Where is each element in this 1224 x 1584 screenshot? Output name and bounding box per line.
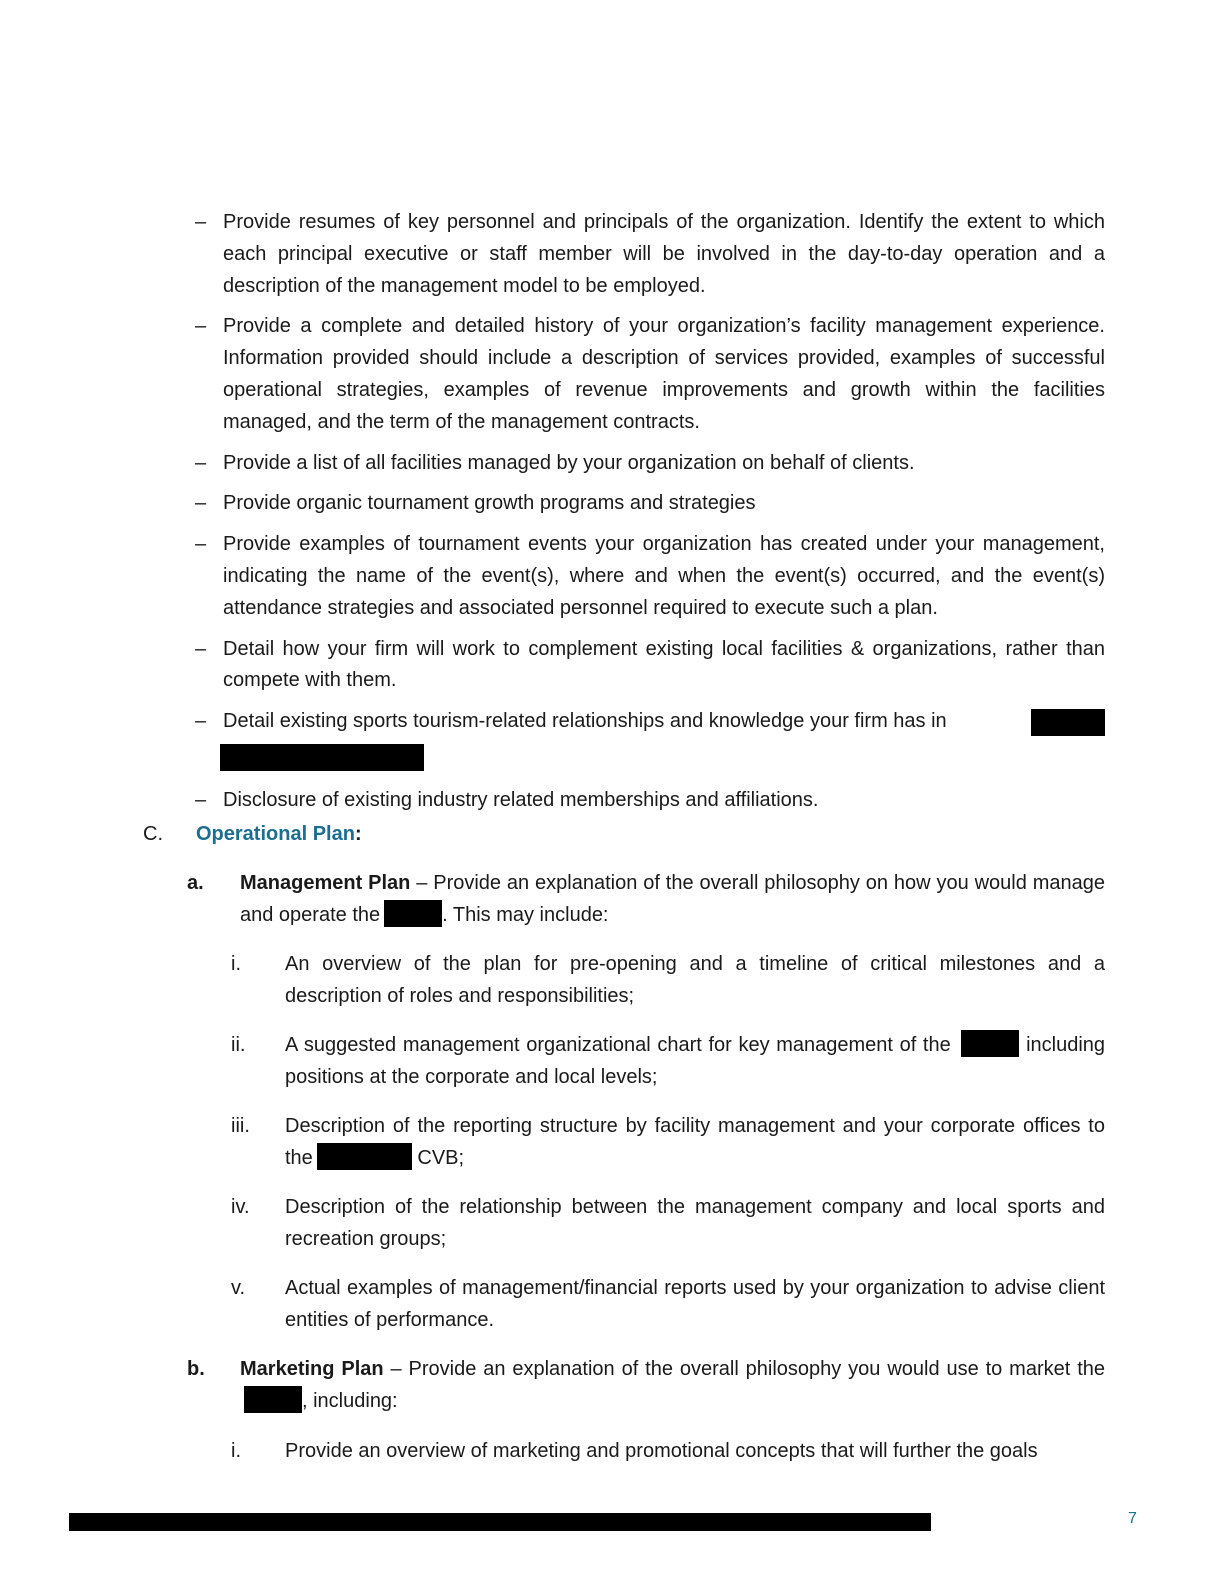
subsection-management-plan — [187, 868, 1105, 932]
dash-bullet: – — [195, 315, 207, 338]
list-item-text: including positions at the corporate and local levels; — [285, 1034, 1106, 1088]
list-item-text: Provide a complete and detailed history of your organization’s facility management experience. Information provided should include a description of services provided, examples of successful operational strategies, examples of revenue improvements and growth within the facilities managed, and the term of the management contracts. — [223, 315, 1105, 433]
list-item-text: Description of the reporting structure by facility management and your corporate offices to the — [285, 1115, 1105, 1169]
dash-bullet: – — [195, 533, 207, 556]
redaction-block — [1031, 709, 1105, 736]
list-item — [231, 1030, 1105, 1094]
subsection-marketing-plan — [187, 1354, 1105, 1418]
subsection-heading: Marketing Plan — [240, 1358, 384, 1380]
list-item — [231, 1192, 1105, 1256]
list-marker: v. — [231, 1277, 246, 1299]
list-item-text: A suggested management organizational chart for key management of the — [285, 1034, 951, 1056]
list-item-text: Description of the relationship between the management company and local sports and recreation groups; — [285, 1196, 1105, 1250]
dash-bullet: – — [195, 211, 207, 233]
redaction-block — [220, 744, 424, 771]
list-item — [195, 448, 1105, 480]
section-letter: C. — [143, 823, 163, 845]
redaction-block — [244, 1386, 302, 1413]
list-item-text: Disclosure of existing industry related memberships and affiliations. — [223, 788, 819, 811]
list-marker: ii. — [231, 1034, 246, 1056]
list-item-body — [285, 1111, 1105, 1175]
subsection-text: – Provide an explanation of the overall philosophy you would use to market the — [383, 1358, 1106, 1380]
redaction-block — [961, 1030, 1019, 1057]
subsection-marker: a. — [187, 872, 204, 894]
list-item — [195, 207, 1105, 302]
list-item — [195, 311, 1105, 438]
list-item-text: Actual examples of management/financial reports used by your organization to advise client entities of performance. — [285, 1277, 1105, 1331]
subsection-body — [240, 1354, 1105, 1418]
section-title: Operational Plan — [196, 823, 355, 845]
list-marker: i. — [231, 1440, 241, 1462]
list-item-text: Provide examples of tournament events your organization has created under your management, indicating the name of the event(s), where and when the event(s) occurred, and the event(s) attendance strategies and associated personnel required to execute such a plan. — [223, 533, 1105, 619]
subsection-marker: b. — [187, 1358, 205, 1380]
list-item-text: CVB; — [411, 1146, 465, 1169]
list-item — [195, 634, 1105, 698]
list-item-text: Provide resumes of key personnel and principals of the organization. Identify the extent to which each principal executive or staff member will be involved in the day-to-day operation and a description of the management model to be employed. — [223, 211, 1105, 297]
list-item — [195, 706, 1105, 776]
dash-bullet: – — [195, 788, 207, 811]
subsection-text: – Provide an explanation of the overall philosophy on how you would manage and operate the — [240, 872, 1105, 926]
section-heading — [143, 818, 362, 850]
subsection-text: , including: — [302, 1389, 398, 1412]
subsection-body — [240, 868, 1105, 932]
dash-bullet: – — [195, 710, 207, 733]
list-marker: i. — [231, 953, 241, 975]
list-marker: iv. — [231, 1196, 250, 1218]
list-item-text: Detail how your firm will work to complement existing local facilities & organizations, rather than compete with them. — [223, 637, 1105, 692]
list-item-text: Detail existing sports tourism-related relationships and knowledge your firm has in — [223, 710, 947, 733]
subsection-text: . This may include: — [442, 903, 609, 926]
dash-bullet: – — [195, 451, 207, 474]
list-item-body — [285, 1030, 1105, 1094]
requirements-list — [195, 207, 1105, 826]
list-item-text: Provide an overview of marketing and promotional concepts that will further the goals — [285, 1440, 1038, 1462]
dash-bullet: – — [195, 637, 207, 660]
list-item — [195, 785, 1105, 817]
page-number: 7 — [1128, 1510, 1137, 1527]
subsection-heading: Management Plan — [240, 872, 411, 894]
list-item — [231, 1436, 1105, 1468]
list-item — [195, 488, 1105, 520]
list-item-text: Provide a list of all facilities managed by your organization on behalf of clients. — [223, 451, 915, 474]
list-item — [195, 529, 1105, 624]
list-item-text: An overview of the plan for pre-opening and a timeline of critical milestones and a description of roles and responsibilities; — [285, 953, 1105, 1007]
list-marker: iii. — [231, 1115, 250, 1137]
section-colon: : — [354, 823, 362, 845]
dash-bullet: – — [195, 492, 207, 515]
redaction-block — [384, 900, 442, 927]
list-item — [231, 1111, 1105, 1175]
list-item-text: Provide organic tournament growth programs and strategies — [223, 492, 756, 515]
redaction-block — [317, 1143, 412, 1170]
list-item — [231, 949, 1105, 1013]
footer-redaction-bar — [69, 1513, 931, 1531]
list-item — [231, 1273, 1105, 1337]
